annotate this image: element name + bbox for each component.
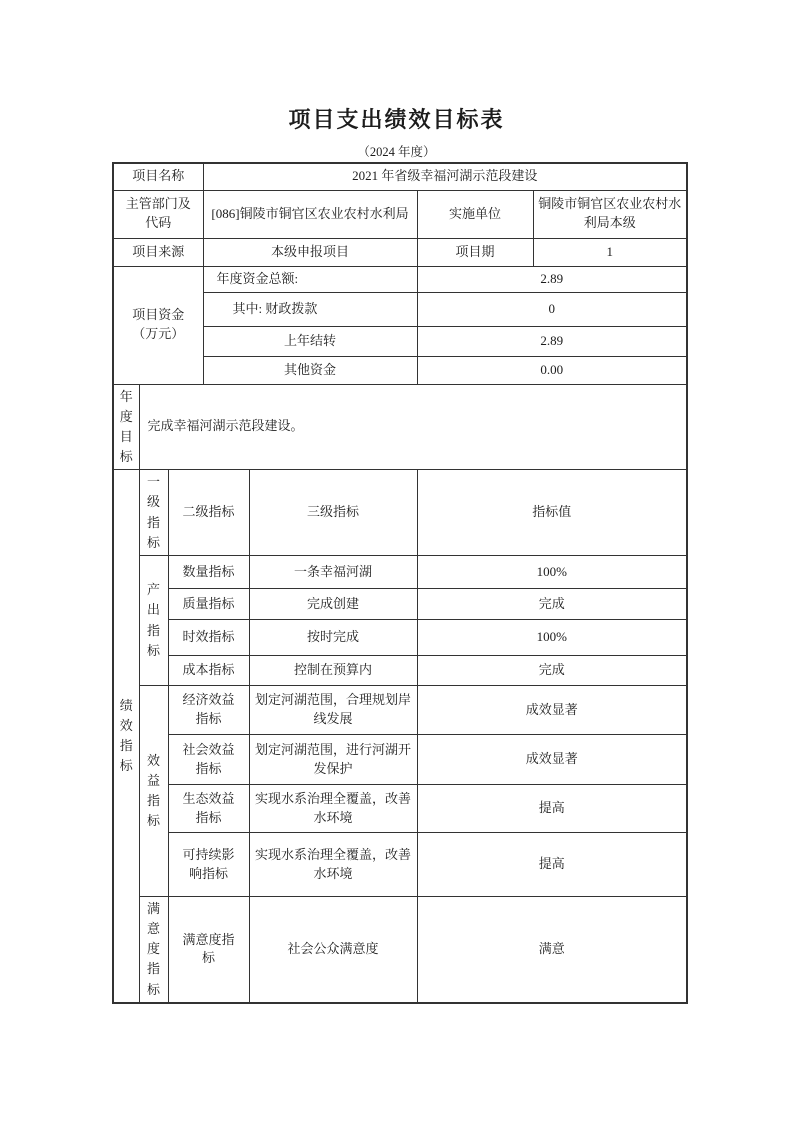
- row-ecological-benefit: [113, 785, 687, 833]
- impl-unit-label: 实施单位: [417, 190, 533, 238]
- indicator-l3: 控制在预算内: [249, 656, 417, 686]
- dept-value: [086]铜陵市铜官区农业农村水利局: [203, 190, 417, 238]
- indicator-value: 完成: [417, 589, 687, 620]
- indicator-value: 完成: [417, 656, 687, 686]
- indicators-section-label: 绩效指标: [113, 470, 139, 1003]
- performance-target-table: [112, 162, 688, 1004]
- indicator-l2: 生态效益指标: [168, 785, 249, 833]
- funds-label: [113, 266, 203, 384]
- indicator-l3: 实现水系治理全覆盖，改善水环境: [249, 785, 417, 833]
- indicator-value: 100%: [417, 620, 687, 656]
- period-value: 1: [533, 238, 687, 266]
- project-name-value: 2021 年省级幸福河湖示范段建设: [203, 163, 687, 190]
- row-timeliness-indicator: [113, 620, 687, 656]
- row-economic-benefit: [113, 686, 687, 735]
- group-benefit-label: 效益指标: [139, 686, 168, 897]
- dept-label: 主管部门及代码: [113, 190, 203, 238]
- row-satisfaction: [113, 897, 687, 1003]
- indicator-value: 成效显著: [417, 735, 687, 785]
- group-satisfaction-label: 满意度指标: [139, 897, 168, 1003]
- indicator-l2: 成本指标: [168, 656, 249, 686]
- fund-fiscal-value: 0: [417, 292, 687, 326]
- fund-total-value: 2.89: [417, 266, 687, 292]
- row-sustainability: [113, 833, 687, 897]
- indicator-l2: 社会效益指标: [168, 735, 249, 785]
- impl-unit-value: 铜陵市铜官区农业农村水利局本级: [533, 190, 687, 238]
- header-value: 指标值: [417, 470, 687, 556]
- funds-label-line2: （万元）: [132, 326, 185, 341]
- row-department: [113, 190, 687, 238]
- fund-other-value: 0.00: [417, 356, 687, 384]
- indicator-l3: 一条幸福河湖: [249, 556, 417, 589]
- row-quality-indicator: [113, 589, 687, 620]
- period-label: 项目期: [417, 238, 533, 266]
- funds-label-line1: 项目资金: [132, 307, 185, 323]
- indicator-value: 成效显著: [417, 686, 687, 735]
- indicator-l2: 经济效益指标: [168, 686, 249, 735]
- indicator-l2: 可持续影响指标: [168, 833, 249, 897]
- fund-total-label: 年度资金总额:: [203, 266, 417, 292]
- annual-goal-content: 完成幸福河湖示范段建设。: [139, 384, 687, 470]
- header-level1: 一级指标: [139, 470, 168, 556]
- fund-other-label: 其他资金: [203, 356, 417, 384]
- row-quantity-indicator: [113, 556, 687, 589]
- row-cost-indicator: [113, 656, 687, 686]
- group-output-label: 产出指标: [139, 556, 168, 686]
- row-indicator-header: [113, 470, 687, 556]
- fund-carryover-label: 上年结转: [203, 326, 417, 356]
- fund-fiscal-label: 其中: 财政拨款: [203, 292, 417, 326]
- indicator-value: 提高: [417, 833, 687, 897]
- indicator-l2: 数量指标: [168, 556, 249, 589]
- indicator-l2: 质量指标: [168, 589, 249, 620]
- indicator-value: 提高: [417, 785, 687, 833]
- source-label: 项目来源: [113, 238, 203, 266]
- project-name-label: 项目名称: [113, 163, 203, 190]
- header-level3: 三级指标: [249, 470, 417, 556]
- row-project-name: [113, 163, 687, 190]
- annual-goal-label: 年度目标: [113, 384, 139, 470]
- indicator-value: 满意: [417, 897, 687, 1003]
- row-social-benefit: [113, 735, 687, 785]
- row-fund-total: [113, 266, 687, 292]
- indicator-value: 100%: [417, 556, 687, 589]
- page-title: 项目支出绩效目标表: [288, 107, 505, 132]
- header-level2: 二级指标: [168, 470, 249, 556]
- indicator-l3: 完成创建: [249, 589, 417, 620]
- indicator-l2: 满意度指标: [168, 897, 249, 1003]
- indicator-l2: 时效指标: [168, 620, 249, 656]
- indicator-l3: 划定河湖范围，进行河湖开发保护: [249, 735, 417, 785]
- indicator-l3: 划定河湖范围，合理规划岸线发展: [249, 686, 417, 735]
- source-value: 本级申报项目: [203, 238, 417, 266]
- page-subtitle: （2024 年度）: [357, 145, 436, 159]
- indicator-l3: 按时完成: [249, 620, 417, 656]
- indicator-l3: 实现水系治理全覆盖，改善水环境: [249, 833, 417, 897]
- row-annual-goal: [113, 384, 687, 470]
- row-source: [113, 238, 687, 266]
- fund-carryover-value: 2.89: [417, 326, 687, 356]
- indicator-l3: 社会公众满意度: [249, 897, 417, 1003]
